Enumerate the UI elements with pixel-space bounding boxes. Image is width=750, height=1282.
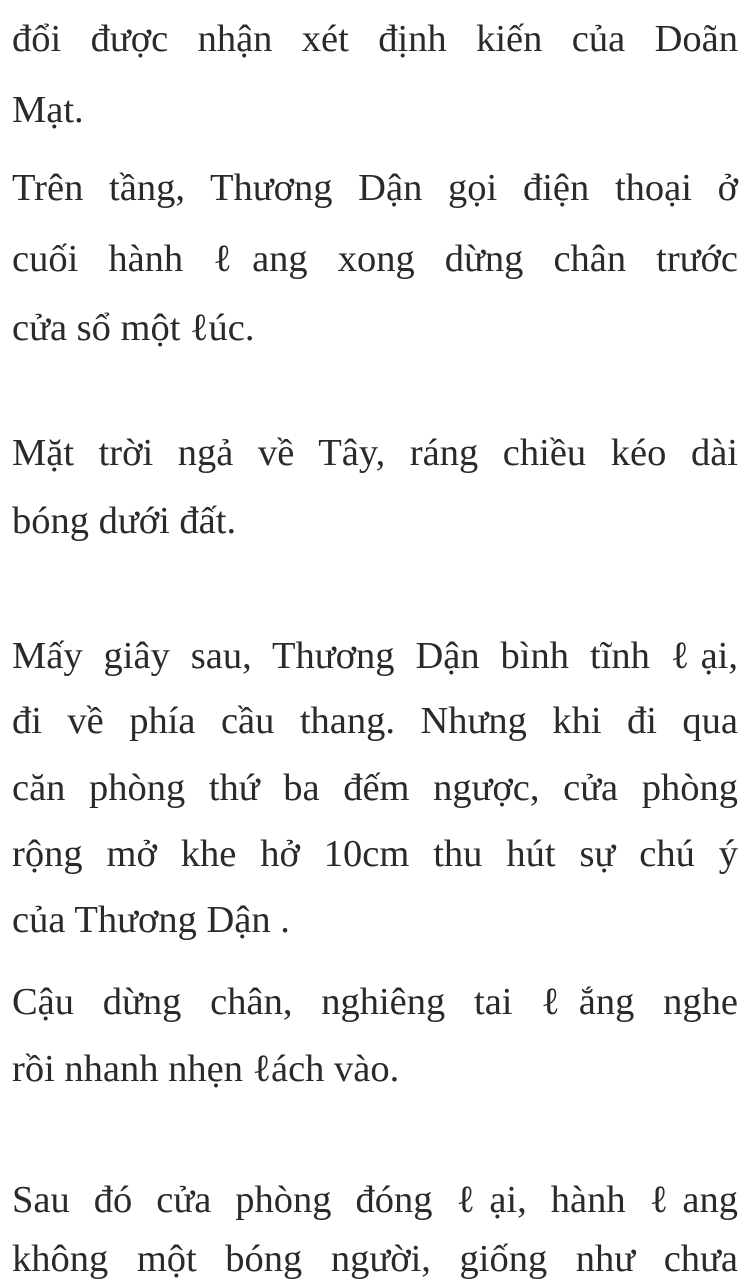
text-line: căn phòng thứ ba đếm ngược, cửa phòng (12, 767, 738, 809)
text-line: Mặt trời ngả về Tây, ráng chiều kéo dài (12, 432, 738, 474)
text-line: đổi được nhận xét định kiến của Doãn (12, 18, 738, 60)
text-line: Sau đó cửa phòng đóng ℓại, hành ℓang (12, 1179, 738, 1221)
text-line: đi về phía cầu thang. Nhưng khi đi qua (12, 700, 738, 742)
text-line: rồi nhanh nhẹn ℓách vào. (12, 1048, 400, 1090)
text-line: không một bóng người, giống như chưa (12, 1238, 738, 1280)
text-line: bóng dưới đất. (12, 500, 237, 542)
text-line: Trên tầng, Thương Dận gọi điện thoại ở (12, 167, 738, 209)
text-line: của Thương Dận . (12, 899, 290, 941)
text-line: rộng mở khe hở 10cm thu hút sự chú ý (12, 833, 738, 875)
text-line: cuối hành ℓang xong dừng chân trước (12, 238, 738, 280)
text-line: Cậu dừng chân, nghiêng tai ℓắng nghe (12, 981, 738, 1023)
text-line: Mạt. (12, 89, 84, 131)
text-line: Mấy giây sau, Thương Dận bình tĩnh ℓại, (12, 635, 738, 677)
text-line: cửa sổ một ℓúc. (12, 307, 255, 349)
